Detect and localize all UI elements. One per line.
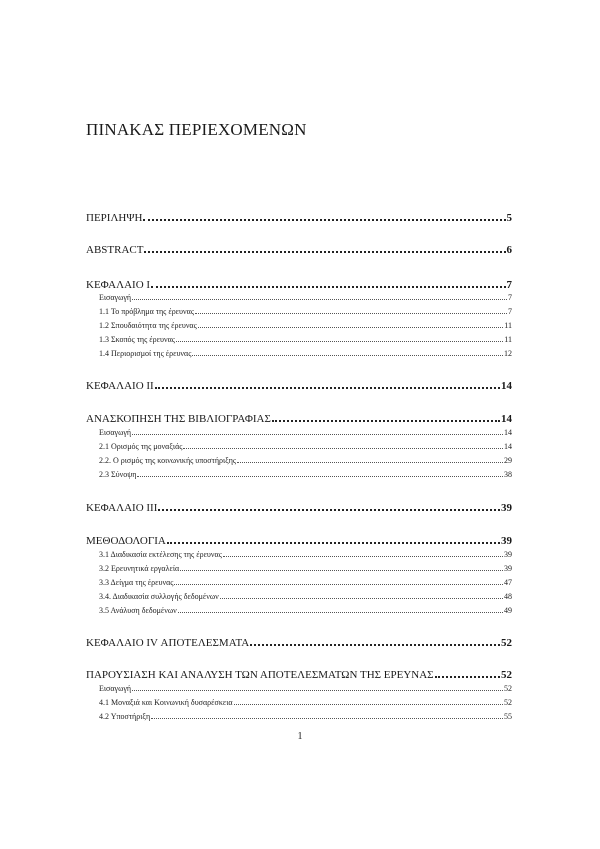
toc-entry-page: 6 [506,244,512,256]
toc-entry-label: 3.3 Δείγμα της έρευνας [99,578,174,587]
toc-entry [86,244,512,256]
dot-leader [180,570,503,571]
dot-leader [132,299,507,300]
toc-entry [86,502,512,514]
toc-entry-label: 3.4. Διαδικασία συλλογής δεδομένων [99,592,219,601]
toc-subentry [99,456,512,465]
toc-subentry [99,293,512,302]
dot-leader [195,313,507,314]
dot-leader [144,251,505,253]
toc-subentry [99,712,512,721]
toc-entry-page: 7 [506,279,512,291]
dot-leader [132,434,503,435]
toc-entry-label: 1.2 Σπουδαιότητα της έρευνας [99,321,197,330]
toc-entry [86,380,512,392]
dot-leader [143,219,505,221]
toc-entry-page: 5 [506,212,512,224]
toc-entry-page: 55 [504,712,512,721]
dot-leader [132,690,503,691]
dot-leader [151,286,505,288]
toc-entry-label: ΠΑΡΟΥΣΙΑΣΗ ΚΑΙ ΑΝΑΛΥΣΗ ΤΩΝ ΑΠΟΤΕΛΕΣΜΑΤΩΝ ΤΗΣ ΕΡΕΥΝΑΣ [86,669,434,681]
toc-entry-label: 2.3 Σύνοψη [99,470,137,479]
toc-entry-page: 14 [504,428,512,437]
toc-entry-page: 52 [504,684,512,693]
dot-leader [174,584,503,585]
toc-entry-label: 3.5 Ανάλυση δεδομένων [99,606,177,615]
toc-entry-label: Εισαγωγή [99,684,132,693]
toc-entry-label: ΚΕΦΑΛΑΙΟ IV ΑΠΟΤΕΛΕΣΜΑΤΑ [86,637,250,649]
toc-subentry [99,321,512,330]
toc-entry-label: Εισαγωγή [99,428,132,437]
toc-entry [86,669,512,681]
toc-entry-label: ABSTRACT [86,244,144,256]
toc-subentry [99,606,512,615]
toc-entry-label: 3.1 Διαδικασία εκτέλεσης της έρευνας [99,550,222,559]
toc-entry [86,212,512,224]
dot-leader [158,509,500,511]
toc-entry-page: 52 [504,698,512,707]
toc-subentry [99,592,512,601]
toc-entry-label: ΚΕΦΑΛΑΙΟ ΙΙΙ [86,502,158,514]
toc-subentry [99,428,512,437]
toc-entry-page: 14 [501,413,512,425]
toc-subentry [99,307,512,316]
toc-subentry [99,698,512,707]
toc-entry-page: 39 [504,550,512,559]
dot-leader [167,542,500,544]
toc-subentry [99,349,512,358]
toc-subentry [99,470,512,479]
toc-entry [86,413,512,425]
toc-entry-label: 1.4 Περιορισμοί της έρευνας [99,349,192,358]
toc-entry-page: 14 [501,380,512,392]
toc-entry-page: 12 [504,349,512,358]
toc-entry-label: 2.2. Ο ρισμός της κοινωνικής υποστήριξης [99,456,237,465]
toc-entry-label: 4.1 Μοναξιά και Κοινωνική δυσαρέσκεια [99,698,233,707]
toc-subentry [99,564,512,573]
toc-entry-label: ΠΕΡΙΛΗΨΗ [86,212,143,224]
dot-leader [237,462,503,463]
page-title: ΠΙΝΑΚΑΣ ΠΕΡΙΕΧΟΜΕΝΩΝ [86,120,307,139]
toc-subentry [99,550,512,559]
toc-entry-label: ΜΕΘΟΔΟΛΟΓΙΑ [86,535,166,547]
toc-entry-page: 11 [504,335,512,344]
dot-leader [137,476,503,477]
toc-entry-label: 2.1 Ορισμός της μοναξιάς [99,442,183,451]
dot-leader [183,448,503,449]
toc-entry [86,535,512,547]
dot-leader [198,327,504,328]
toc-subentry [99,578,512,587]
toc-entry-page: 48 [504,592,512,601]
dot-leader [176,341,503,342]
toc-entry-page: 38 [504,470,512,479]
toc-entry-label: 1.3 Σκοπός της έρευνας [99,335,175,344]
dot-leader [178,612,503,613]
toc-subentry [99,442,512,451]
dot-leader [234,704,503,705]
toc-entry-page: 29 [504,456,512,465]
toc-entry-label: Εισαγωγή [99,293,132,302]
dot-leader [272,420,500,422]
toc-entry-page: 39 [504,564,512,573]
dot-leader [220,598,503,599]
toc-entry-page: 47 [504,578,512,587]
toc-entry-label: 1.1 Το πρόβλημα της έρευνας [99,307,194,316]
dot-leader [155,387,500,389]
dot-leader [151,718,503,719]
toc-entry-page: 39 [501,502,512,514]
toc-entry-label: 4.2 Υποστήριξη [99,712,151,721]
toc-entry-label: ΚΕΦΑΛΑΙΟ Ι [86,279,151,291]
toc-entry-page: 7 [508,307,512,316]
dot-leader [435,676,500,678]
dot-leader [192,355,503,356]
toc-entry-page: 49 [504,606,512,615]
dot-leader [223,556,503,557]
toc-entry [86,637,512,649]
toc-entry-page: 7 [508,293,512,302]
toc-entry-page: 11 [504,321,512,330]
toc-entry-label: ΚΕΦΑΛΑΙΟ ΙΙ [86,380,154,392]
toc-entry-page: 52 [501,669,512,681]
dot-leader [250,644,500,646]
toc-entry-page: 39 [501,535,512,547]
toc-entry [86,279,512,291]
toc-entry-page: 52 [501,637,512,649]
page-number: 1 [297,731,303,742]
toc-entry-page: 14 [504,442,512,451]
toc-subentry [99,684,512,693]
toc-entry-label: 3.2 Ερευνητικά εργαλεία [99,564,180,573]
toc-subentry [99,335,512,344]
toc-entry-label: ΑΝΑΣΚΟΠΗΣΗ ΤΗΣ ΒΙΒΛΙΟΓΡΑΦΙΑΣ [86,413,271,425]
